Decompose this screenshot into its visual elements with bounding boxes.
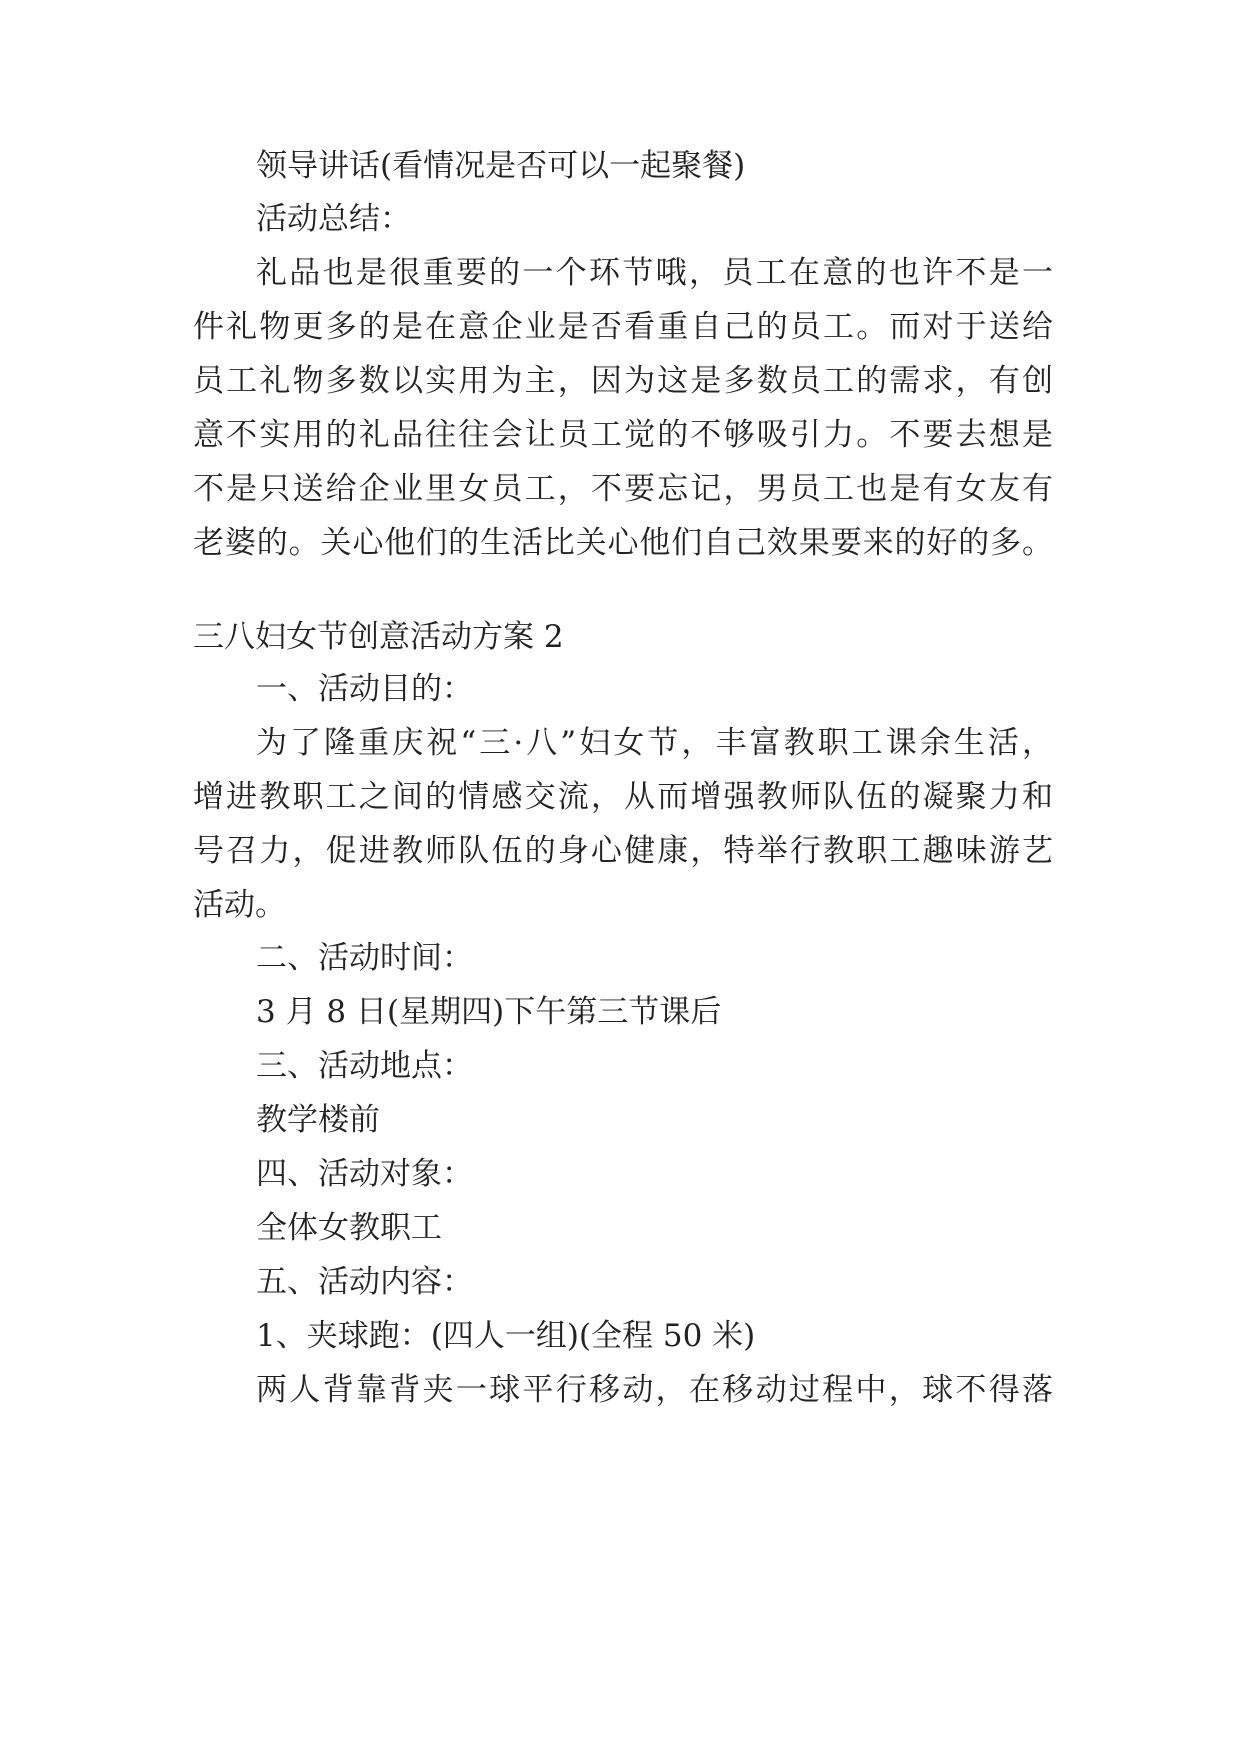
leader-speech-line: 领导讲话(看情况是否可以一起聚餐) [256,148,746,184]
time-value: 3 月 8 日(星期四)下午第三节课后 [256,994,722,1030]
purpose-heading: 一、活动目的： [256,671,473,707]
section-title: 三八妇女节创意活动方案 2 [193,619,564,655]
item1-text: 两人背靠背夹一球平行移动，在移动过程中，球不得落 [256,1372,1053,1408]
item1-title: 1、夹球跑：(四人一组)(全程 50 米) [256,1318,756,1354]
summary-heading: 活动总结： [256,201,411,237]
target-heading: 四、活动对象： [256,1156,473,1192]
purpose-paragraph-line: 活动。 [193,887,286,923]
summary-paragraph-line: 老婆的。关心他们的生活比关心他们自己效果要来的好的多。 [193,525,1053,561]
purpose-paragraph-line: 号召力，促进教师队伍的身心健康，特举行教职工趣味游艺 [193,833,1053,869]
purpose-paragraph-line: 增进教职工之间的情感交流，从而增强教师队伍的凝聚力和 [193,779,1053,815]
place-value: 教学楼前 [256,1102,380,1138]
content-heading: 五、活动内容： [256,1264,473,1300]
purpose-paragraph-line: 为了隆重庆祝“三·八”妇女节，丰富教职工课余生活， [256,725,1053,761]
summary-paragraph-line: 礼品也是很重要的一个环节哦，员工在意的也许不是一 [256,255,1053,291]
summary-paragraph-line: 意不实用的礼品往往会让员工觉的不够吸引力。不要去想是 [193,417,1053,453]
summary-paragraph-line: 员工礼物多数以实用为主，因为这是多数员工的需求，有创 [193,363,1053,399]
time-heading: 二、活动时间： [256,940,473,976]
summary-paragraph-line: 不是只送给企业里女员工，不要忘记，男员工也是有女友有 [193,471,1053,507]
place-heading: 三、活动地点： [256,1048,473,1084]
target-value: 全体女教职工 [256,1210,442,1246]
summary-paragraph-line: 件礼物更多的是在意企业是否看重自己的员工。而对于送给 [193,309,1053,345]
